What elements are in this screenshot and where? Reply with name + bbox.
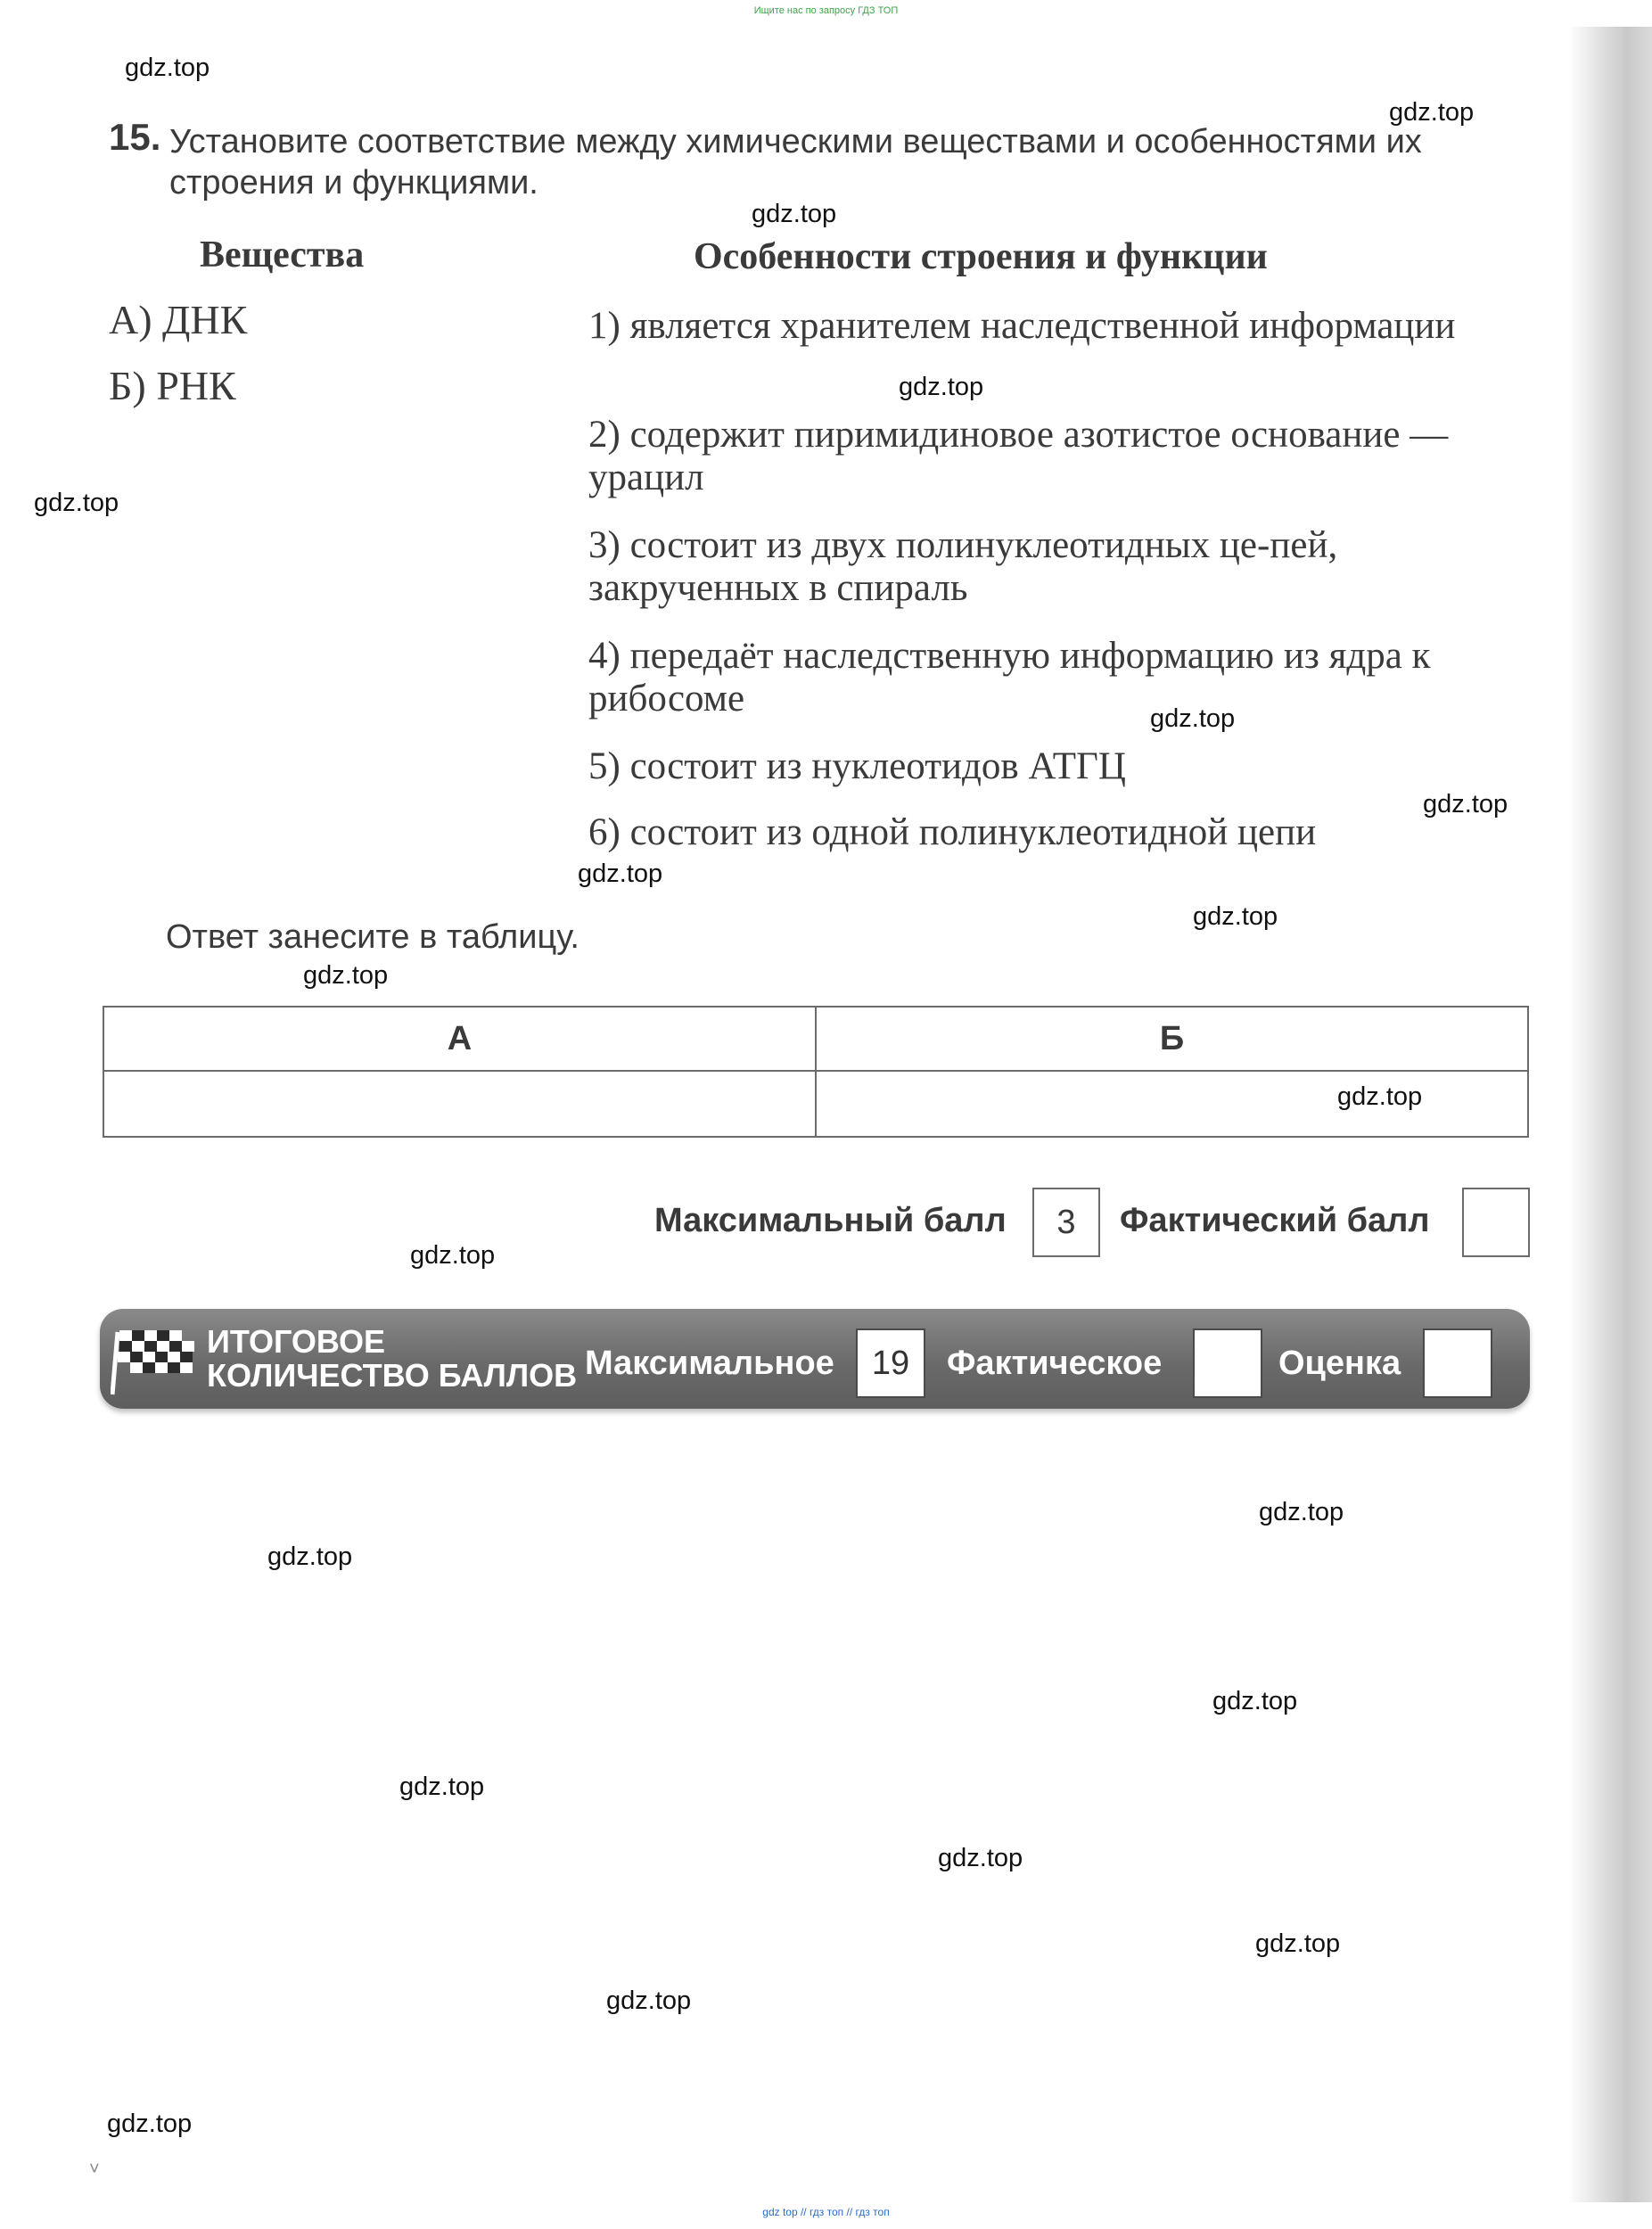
substance-a: А) ДНК	[109, 297, 248, 342]
watermark: gdz.top	[125, 53, 210, 82]
watermark: gdz.top	[34, 489, 119, 517]
total-grade-box[interactable]	[1423, 1328, 1492, 1398]
watermark: gdz.top	[578, 860, 663, 888]
total-max-box: 19	[856, 1328, 925, 1398]
watermark: gdz.top	[899, 373, 984, 401]
watermark: gdz.top	[1150, 704, 1236, 733]
watermark: gdz.top	[1255, 1929, 1341, 1958]
top-banner[interactable]: Ищите нас по запросу ГДЗ ТОП	[753, 5, 899, 16]
answer-table	[103, 1006, 1529, 1138]
answer-cell-b[interactable]	[816, 1071, 1528, 1137]
watermark: gdz.top	[107, 2110, 193, 2138]
substance-b: Б) РНК	[109, 363, 236, 408]
total-actual-box[interactable]	[1193, 1328, 1262, 1398]
page-edge-shadow	[1567, 27, 1652, 2202]
watermark: gdz.top	[1389, 98, 1475, 127]
answer-header-b: Б	[816, 1007, 1528, 1071]
total-max-label: Максимальное	[585, 1345, 834, 1382]
feature-item-3: 3) состоит из двух полинуклеотидных це-пей, закрученных в спираль	[588, 524, 1338, 609]
total-actual-label: Фактическое	[947, 1345, 1163, 1382]
max-score-box: 3	[1032, 1188, 1100, 1257]
task-prompt: Установите соответствие между химическими веществами и особенностями их строения и функциями.	[169, 123, 1422, 202]
answer-cell-a[interactable]	[103, 1071, 816, 1137]
task-number: 15.	[109, 116, 161, 158]
watermark: gdz.top	[606, 1986, 692, 2015]
watermark: gdz.top	[303, 961, 389, 990]
watermark: gdz.top	[752, 200, 837, 228]
watermark: gdz.top	[1259, 1498, 1344, 1526]
max-score-label: Максимальный балл	[654, 1202, 1007, 1239]
watermark: gdz.top	[1212, 1687, 1298, 1715]
feature-item-6: 6) состоит из одной полинуклеотидной цепи	[588, 811, 1317, 853]
feature-item-1: 1) является хранителем наследственной информации	[588, 305, 1456, 347]
feature-item-4: 4) передаёт наследственную информацию из ядра к рибосоме	[588, 635, 1431, 720]
watermark: gdz.top	[1337, 1082, 1423, 1111]
answer-header-a: А	[103, 1007, 816, 1071]
feature-item-5: 5) состоит из нуклеотидов АТГЦ	[588, 745, 1126, 787]
actual-score-label: Фактический балл	[1120, 1202, 1430, 1239]
watermark: gdz.top	[267, 1542, 353, 1571]
watermark: gdz.top	[410, 1241, 496, 1270]
total-title-line-1: ИТОГОВОЕ	[207, 1323, 386, 1360]
answer-instruction: Ответ занесите в таблицу.	[166, 918, 579, 956]
watermark: gdz.top	[1423, 790, 1508, 818]
watermark: gdz.top	[399, 1773, 485, 1801]
watermark: gdz.top	[938, 1844, 1023, 1872]
actual-score-box[interactable]	[1462, 1188, 1530, 1257]
total-title	[207, 1325, 581, 1393]
bottom-banner[interactable]: gdz top // гдз топ // гдз топ	[762, 2206, 890, 2218]
substances-header: Вещества	[200, 234, 365, 276]
checkered-flag-icon	[111, 1323, 200, 1396]
watermark: gdz.top	[1193, 902, 1278, 931]
features-header: Особенности строения и функции	[694, 236, 1268, 277]
total-title-line-2: КОЛИЧЕСТВО БАЛЛОВ	[207, 1357, 578, 1394]
feature-item-2: 2) содержит пиримидиновое азотистое основание — урацил	[588, 414, 1449, 498]
total-grade-label: Оценка	[1278, 1345, 1401, 1382]
corner-mark: ˅	[89, 2159, 100, 2179]
